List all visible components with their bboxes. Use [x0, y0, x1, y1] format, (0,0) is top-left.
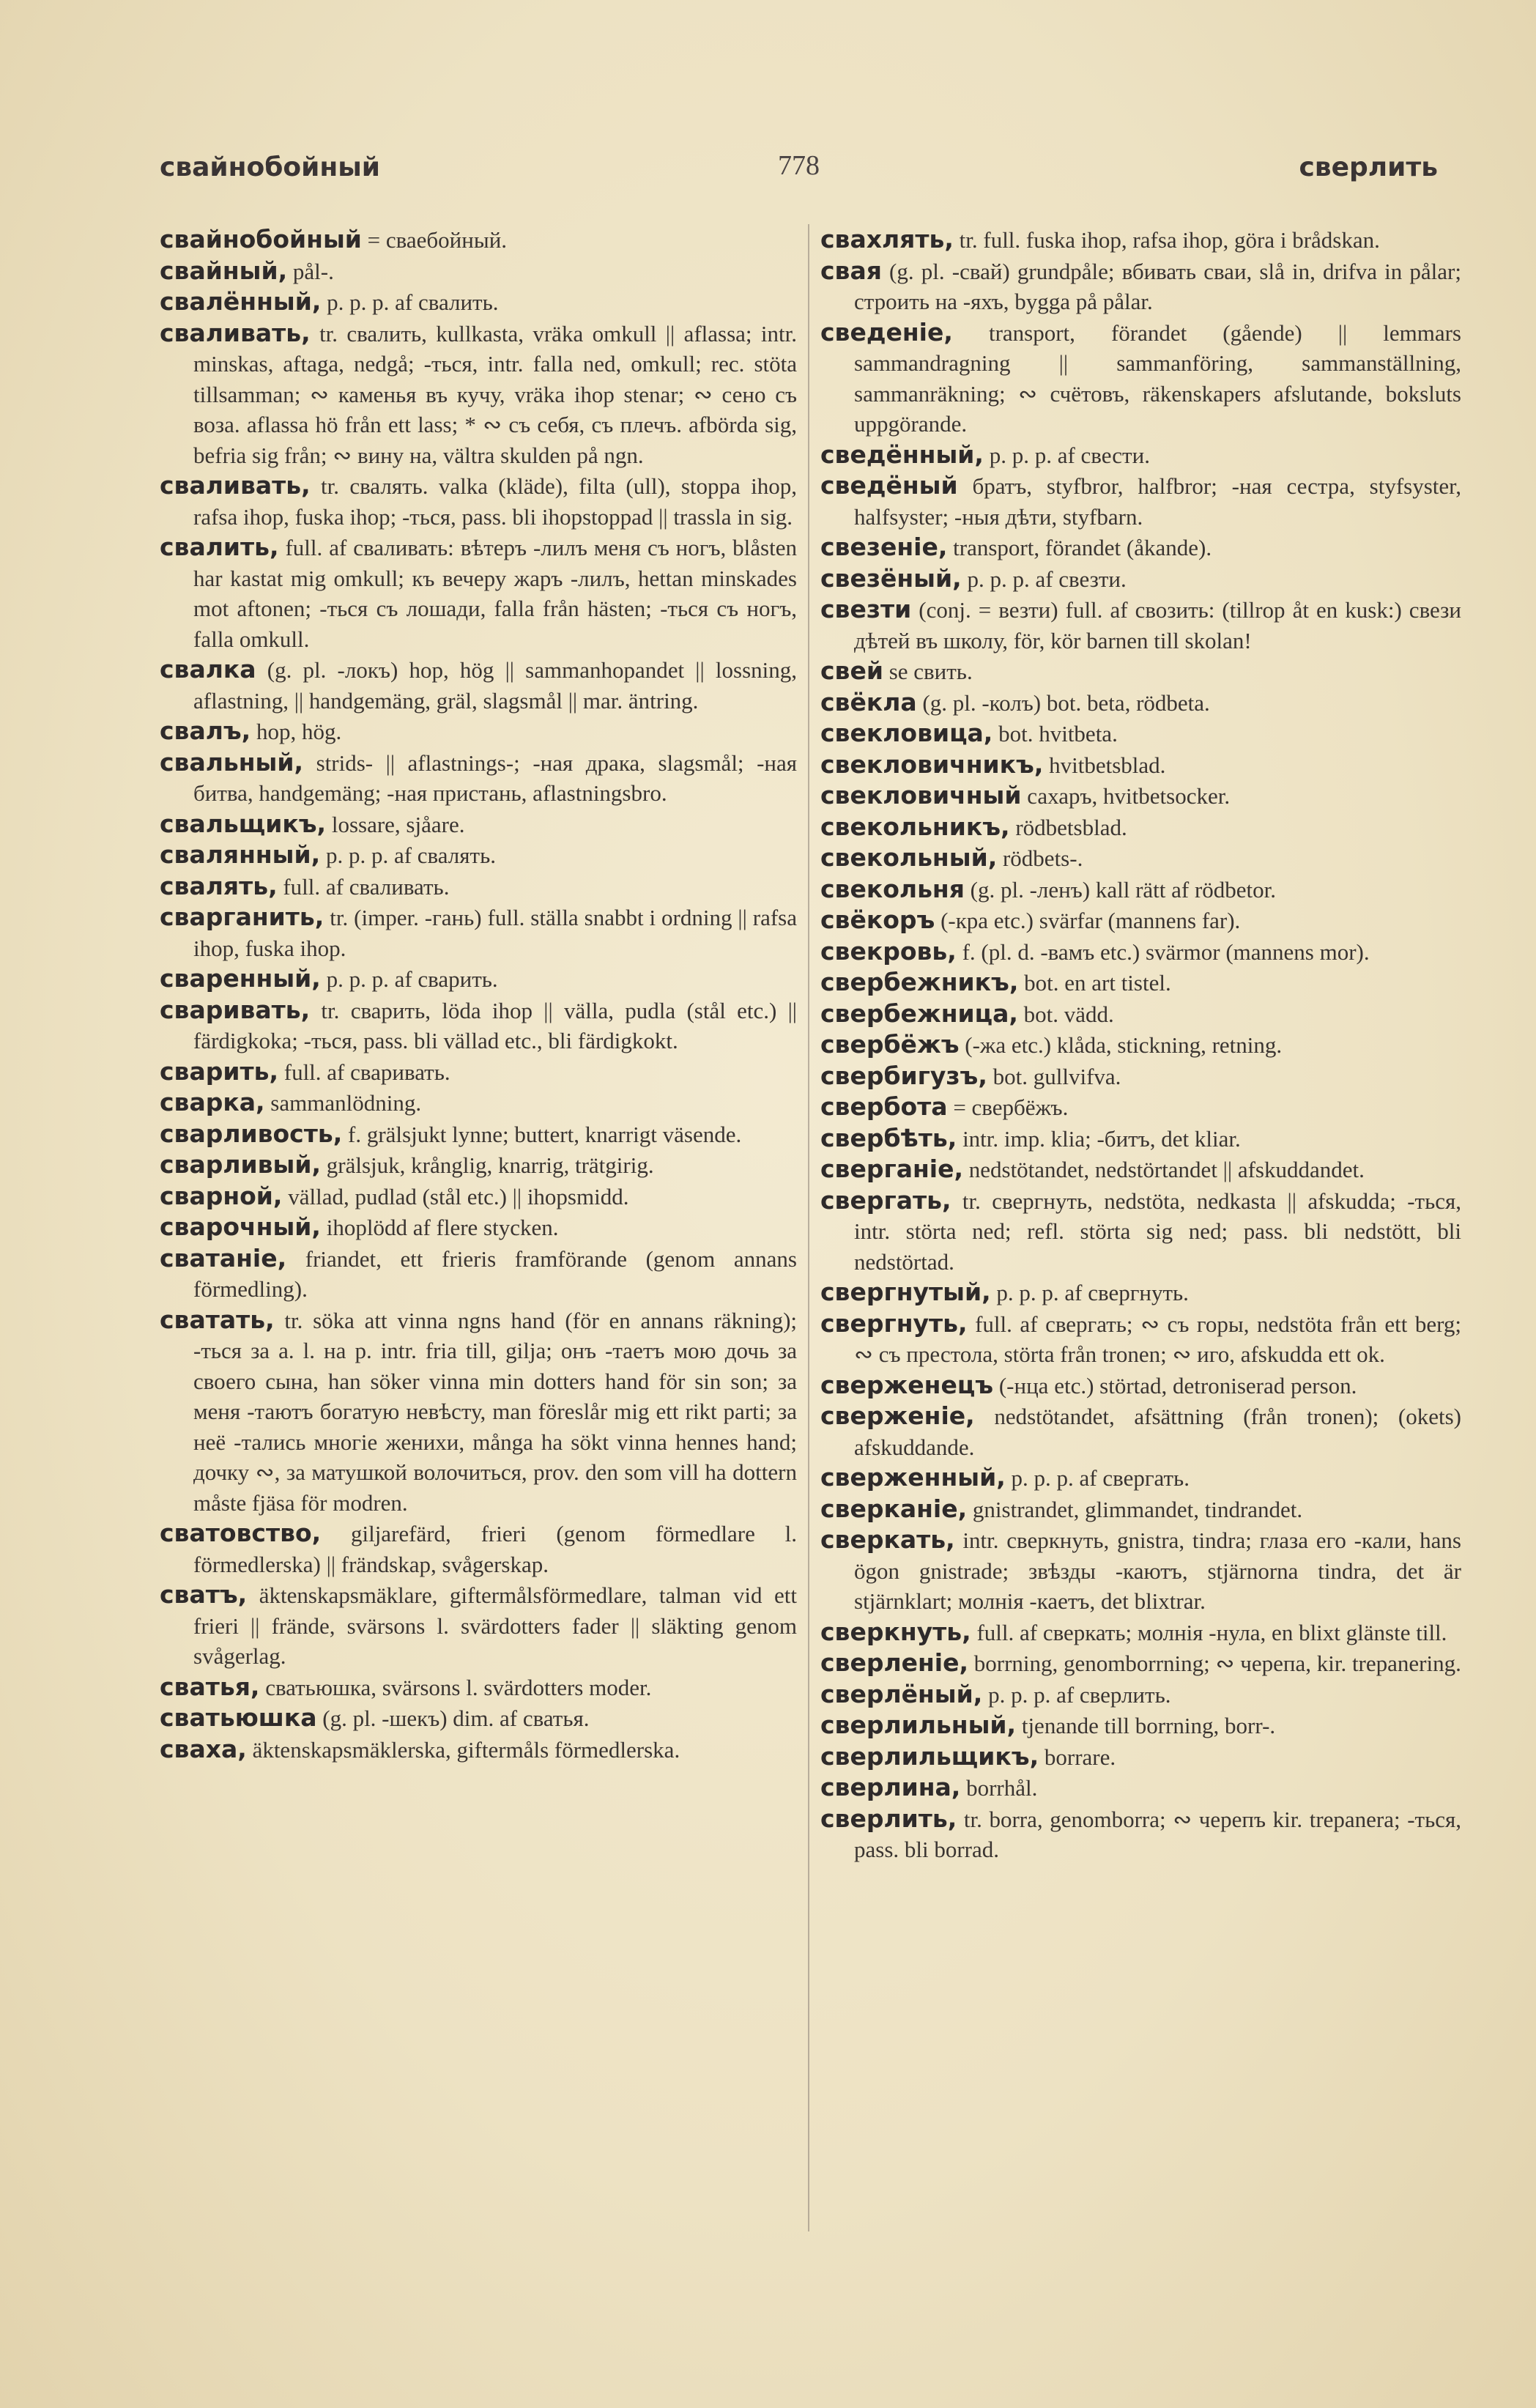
entry-headword: свекловица,	[820, 719, 993, 747]
dictionary-entry	[160, 1119, 797, 1150]
entry-definition: tjenande till borrning, borr-.	[1016, 1713, 1276, 1738]
entry-definition: intr. сверкнуть, gnistra, tindra; глаза его -кали, hans ögon gnistrade; звѣзды -каютъ, stjärnorna tindra, det är stjärnklart; молнія -каетъ, det blixtrar.	[854, 1527, 1461, 1614]
entry-definition: strids- || aflastnings-; -ная драка, slagsmål; -ная битва, handgemäng; -ная пристань, aflastningsbro.	[193, 749, 797, 806]
entry-headword: сватовство,	[160, 1519, 322, 1547]
entry-definition: äktenskapsmäklerska, giftermåls förmedlerska.	[246, 1736, 680, 1763]
entry-definition: borrning, genomborrning; ∾ черепа, kir. trepanering.	[968, 1651, 1461, 1676]
dictionary-entry	[820, 1617, 1461, 1648]
dictionary-entry	[820, 256, 1461, 317]
entry-definition: p. p. p. af свергнуть.	[990, 1280, 1189, 1305]
dictionary-entry	[160, 1672, 797, 1703]
dictionary-entry	[160, 256, 797, 287]
entry-headword: сварганить,	[160, 903, 324, 931]
dictionary-entry	[820, 224, 1461, 256]
header-first-word: свайнобойный	[160, 152, 380, 182]
entry-headword: свергнуть,	[820, 1308, 968, 1338]
entry-definition: p. p. p. af свалить.	[321, 289, 499, 315]
entry-headword: сварить,	[160, 1056, 278, 1086]
entry-headword: свербѣть,	[820, 1123, 957, 1152]
entry-headword: сверженіе,	[820, 1401, 975, 1430]
entry-headword: сваха,	[160, 1734, 247, 1763]
entry-headword: свезёный,	[820, 563, 962, 593]
dictionary-entry	[160, 840, 797, 871]
dictionary-entry	[160, 532, 797, 654]
entry-definition: сватьюшка, svärsons l. svärdotters moder.	[259, 1674, 652, 1700]
dictionary-entry	[820, 1772, 1461, 1804]
entry-definition: gnistrandet, glimmandet, tindrandet.	[967, 1496, 1303, 1522]
entry-definition: full. af сваливать.	[277, 873, 450, 900]
entry-definition: (g. pl. -колъ) bot. beta, rödbeta.	[916, 689, 1210, 716]
dictionary-entry	[160, 1243, 797, 1305]
entry-headword: свербежникъ,	[820, 968, 1019, 996]
dictionary-entry	[820, 1029, 1461, 1061]
entry-headword: свалённый,	[160, 287, 322, 316]
entry-definition: f. (pl. d. -вамъ etc.) svärmor (mannens mor).	[956, 938, 1370, 965]
dictionary-entry	[820, 470, 1461, 532]
dictionary-entry	[160, 1518, 797, 1579]
entry-definition: rödbetsblad.	[1009, 814, 1127, 840]
dictionary-entry	[820, 1804, 1461, 1865]
entry-headword: сварливость,	[160, 1119, 343, 1148]
entry-headword: свербёжъ	[820, 1030, 960, 1059]
entry-definition: se свить.	[883, 659, 973, 684]
entry-definition: (g. pl. -локъ) hop, hög || sammanhopandet || lossning, aflastning, || handgemäng, gräl, slagsmål || mar. äntring.	[193, 657, 797, 714]
entry-definition: tr. свалять. valka (kläde), filta (ull), stoppa ihop, rafsa ihop, fuska ihop; -ться, pass. bli ihopstoppad || trassla in sig.	[193, 473, 797, 530]
dictionary-entry	[820, 594, 1461, 656]
entry-headword: сварка,	[160, 1088, 265, 1116]
entry-headword: свальный,	[160, 747, 304, 777]
entry-definition: (conj. = везти) full. af свозить: (tillrop åt en kusk:) свези дѣтей въ школу, för, kör barnen till skolan!	[854, 597, 1461, 653]
page-number: 778	[778, 150, 820, 181]
entry-definition: = свербёжъ.	[947, 1094, 1069, 1120]
entry-definition: p. p. p. af свергать.	[1005, 1465, 1190, 1491]
dictionary-entry	[160, 1212, 797, 1243]
dictionary-entry	[820, 440, 1461, 471]
entry-definition: ihoplödd af flere stycken.	[320, 1215, 559, 1240]
entry-definition: (g. pl. -свай) grundpåle; вбивать сваи, slå in, drifva in pålar; строить на -яхъ, bygga på pålar.	[854, 258, 1461, 314]
entry-definition: (-жа etc.) klåda, stickning, retning.	[959, 1032, 1283, 1058]
entry-headword: свёкла	[820, 687, 917, 716]
entry-definition: p. p. p. af свалять.	[320, 842, 496, 868]
dictionary-entry	[160, 963, 797, 995]
entry-definition: tr. свалить, kullkasta, vräka omkull || aflassa; intr. minskas, aftaga, nedgå; -ться, intr. falla ned, omkull; rec. stöta tillsamman; ∾ каменья въ кучу, vräka ihop stenar; ∾ сено съ воза. aflassa hö från ett lass; * ∾ съ себя, съ плечъ. afbörda sig, befria sig från; ∾ вину на, vältra skulden på ngn.	[193, 320, 797, 468]
dictionary-entry	[820, 1123, 1461, 1155]
entry-headword: сватаніе,	[160, 1243, 287, 1272]
entry-headword: сверкать,	[820, 1525, 955, 1554]
dictionary-entry	[820, 1462, 1461, 1494]
entry-definition: tr. full. fuska ihop, rafsa ihop, göra i brådskan.	[953, 227, 1380, 253]
dictionary-entry	[820, 1277, 1461, 1308]
entry-headword: сватать,	[160, 1305, 275, 1334]
entry-headword: сверлёный,	[820, 1679, 983, 1708]
dictionary-entry	[820, 1061, 1461, 1092]
dictionary-entry	[820, 1710, 1461, 1741]
entry-headword: свербежница,	[820, 999, 1018, 1028]
entry-definition: p. p. p. af сверлить.	[982, 1681, 1171, 1708]
dictionary-entry	[820, 1308, 1461, 1370]
entry-definition: giljarefärd, frieri (genom förmedlare l. förmedlerska) || frändskap, svågerskap.	[193, 1521, 797, 1577]
dictionary-entry	[820, 1154, 1461, 1185]
entry-definition: full. af свергать; ∾ съ горы, nedstöta från ett berg; ∾ съ престола, störta från tronen; ∾ иго, afskudda ett ok.	[854, 1311, 1461, 1367]
entry-headword: свекловичный	[820, 781, 1022, 810]
entry-headword: свёкоръ	[820, 905, 935, 934]
dictionary-entry	[160, 1056, 797, 1088]
dictionary-entry	[820, 656, 1461, 687]
entry-definition: full. af сваривать.	[278, 1059, 450, 1085]
entry-headword: сведённый,	[820, 440, 984, 469]
entry-headword: сверганіе,	[820, 1155, 963, 1183]
dictionary-entry	[820, 905, 1461, 936]
entry-definition: tr. söka att vinna ngns hand (för en annans räkning); -ться за a. l. на p. intr. fria till, gilja; онъ -таетъ мою дочь за своего сына, han söker vinna min dotters hand för sin son; за меня -таютъ богатую невѣсту, man föreslår mig ett rikt parti; за неё -тались многіе женихи, många ha sökt vinna hennes hand; дочку ∾, за матушкой волочиться, prov. den som vill ha dottern måste fjäsa för modren.	[193, 1307, 797, 1516]
dictionary-entry	[820, 1370, 1461, 1401]
dictionary-entry	[820, 967, 1461, 999]
dictionary-entry	[160, 1703, 797, 1734]
entry-definition: borrare.	[1039, 1744, 1116, 1770]
entry-definition: tr. (imper. -гань) full. ställa snabbt i ordning || rafsa ihop, fuska ihop.	[193, 905, 797, 961]
entry-headword: свербигузъ,	[820, 1061, 987, 1090]
entry-definition: bot. vädd.	[1017, 1001, 1114, 1027]
entry-headword: сверлина,	[820, 1773, 961, 1801]
dictionary-entry	[820, 1494, 1461, 1525]
entry-definition: rödbets-.	[997, 845, 1083, 871]
header-last-word: сверлить	[1299, 152, 1438, 182]
entry-definition: bot. en art tistel.	[1018, 970, 1171, 996]
dictionary-entry	[820, 532, 1461, 563]
dictionary-entry	[160, 747, 797, 809]
dictionary-entry	[820, 749, 1461, 781]
dictionary-entry	[160, 318, 797, 471]
dictionary-entry	[160, 1087, 797, 1119]
dictionary-entry	[820, 812, 1461, 843]
dictionary-entry	[820, 1401, 1461, 1462]
entry-headword: свергать,	[820, 1185, 951, 1215]
entry-definition: (g. pl. -шекъ) dim. af сватья.	[316, 1705, 590, 1731]
dictionary-entry	[820, 1185, 1461, 1278]
dictionary-entry	[160, 995, 797, 1056]
entry-headword: сварливый,	[160, 1150, 322, 1179]
dictionary-entry	[160, 1181, 797, 1212]
entry-headword: свекровь,	[820, 936, 957, 966]
dictionary-entry	[820, 842, 1461, 874]
dictionary-entry	[820, 687, 1461, 719]
entry-definition: p. p. p. af свезти.	[961, 566, 1127, 592]
dictionary-entry	[160, 716, 797, 747]
entry-headword: сватья,	[160, 1672, 260, 1701]
dictionary-entry	[160, 871, 797, 903]
entry-headword: сверженный,	[820, 1463, 1006, 1492]
entry-definition: f. grälsjukt lynne; buttert, knarrigt väsende.	[342, 1121, 742, 1147]
entry-definition: grälsjuk, krånglig, knarrig, trätgirig.	[321, 1152, 654, 1178]
entry-headword: сведёный	[820, 471, 958, 500]
dictionary-entry	[160, 809, 797, 840]
entry-headword: сваренный,	[160, 964, 321, 993]
entry-definition: lossare, sjåare.	[326, 811, 465, 837]
dictionary-entry	[160, 1305, 797, 1519]
entry-definition: = сваебойный.	[361, 227, 508, 253]
entry-definition: transport, förandet (gående) || lemmars sammandragning || sammanföring, sammanställning, sammanräkning; ∾ счётовъ, räkenskapers afslutande, boksluts uppgörande.	[854, 319, 1461, 437]
entry-headword: свайнобойный	[160, 225, 362, 253]
entry-definition: full. af сверкать; молнія -нула, en blixt glänste till.	[971, 1619, 1447, 1645]
dictionary-entry	[160, 286, 797, 318]
entry-headword: свекольный,	[820, 843, 998, 872]
entry-headword: сваливать,	[160, 318, 311, 347]
entry-headword: свербота	[820, 1092, 948, 1121]
entry-headword: сверканіе,	[820, 1494, 968, 1523]
entry-headword: свекольня	[820, 874, 965, 903]
dictionary-entry	[820, 780, 1461, 812]
dictionary-entry	[820, 999, 1461, 1030]
entry-definition: bot. gullvifva.	[987, 1063, 1121, 1089]
entry-headword: сверлильщикъ,	[820, 1741, 1039, 1771]
entry-definition: сахаръ, hvitbetsocker.	[1021, 783, 1231, 809]
entry-definition: friandet, ett frieris framförande (genom annans förmedling).	[193, 1245, 797, 1302]
dictionary-entry	[820, 1679, 1461, 1711]
dictionary-entry	[820, 1525, 1461, 1617]
entry-definition: p. p. p. af свести.	[983, 442, 1150, 468]
entry-headword: сверленіе,	[820, 1648, 969, 1677]
entry-headword: свергнутый,	[820, 1278, 991, 1306]
entry-definition: intr. imp. klia; -битъ, det kliar.	[957, 1125, 1241, 1152]
entry-definition: borrhål.	[960, 1775, 1038, 1801]
page-header	[160, 152, 1438, 196]
entry-headword: свей	[820, 656, 883, 685]
column-divider	[808, 224, 809, 2231]
entry-definition: hop, hög.	[251, 719, 342, 744]
entry-definition: bot. hvitbeta.	[993, 721, 1118, 747]
entry-headword: свезеніе,	[820, 533, 948, 561]
dictionary-entry	[820, 718, 1461, 749]
entry-definition: (g. pl. -ленъ) kall rätt af rödbetor.	[964, 876, 1277, 903]
left-column	[160, 224, 797, 2231]
entry-definition: nedstötandet, afsättning (från tronen); (okets) afskuddande.	[854, 1404, 1461, 1460]
entry-headword: свекловичникъ,	[820, 749, 1044, 779]
entry-headword: свая	[820, 256, 882, 285]
dictionary-entry	[820, 936, 1461, 968]
entry-definition: nedstötandet, nedstörtandet || afskuddandet.	[963, 1157, 1365, 1182]
entry-definition: full. af сваливать: вѣтеръ -лилъ меня съ ногъ, blåsten har kastat mig omkull; къ вечеру жаръ -лилъ, hettan minskades mot aftonen; -ться съ лошади, falla från hästen; -ться съ ногъ, falla omkull.	[193, 535, 797, 652]
entry-headword: свайный,	[160, 256, 288, 285]
entry-headword: свекольникъ,	[820, 812, 1010, 841]
dictionary-entry	[820, 874, 1461, 905]
entry-headword: сварочный,	[160, 1212, 321, 1241]
entry-headword: свалять,	[160, 871, 278, 900]
entry-headword: свахлять,	[820, 225, 954, 253]
entry-definition: tr. borra, genomborra; ∾ черепъ kir. trepanera; -ться, pass. bli borrad.	[854, 1806, 1461, 1862]
dictionary-entry	[160, 1149, 797, 1181]
dictionary-entry	[820, 1092, 1461, 1123]
entry-headword: сваливать,	[160, 471, 311, 500]
dictionary-entry	[160, 1579, 797, 1672]
entry-headword: сватьюшка	[160, 1703, 317, 1732]
entry-headword: сваривать,	[160, 995, 311, 1024]
entry-headword: свальщикъ,	[160, 809, 327, 838]
entry-headword: сверлильный,	[820, 1711, 1017, 1739]
entry-definition: p. p. p. af сварить.	[320, 966, 498, 992]
entry-definition: transport, förandet (åkande).	[947, 535, 1212, 560]
right-column	[820, 224, 1461, 2231]
entry-headword: свалка	[160, 655, 256, 683]
entry-headword: сверлить,	[820, 1804, 957, 1833]
entry-headword: свезти	[820, 595, 912, 623]
entry-definition: vällad, pudlad (stål etc.) || ihopsmidd.	[282, 1183, 629, 1209]
entry-definition: pål-.	[287, 258, 334, 284]
entry-definition: (-нца etc.) störtad, detroniserad person.	[993, 1372, 1357, 1399]
entry-definition: братъ, styfbror, halfbror; -ная сестра, styfsyster, halfsyster; -ныя дѣти, styfbarn.	[854, 473, 1461, 530]
entry-definition: hvitbetsblad.	[1043, 752, 1166, 778]
entry-headword: сварной,	[160, 1181, 283, 1210]
dictionary-entry	[160, 1734, 797, 1766]
entry-headword: свалянный,	[160, 840, 321, 869]
dictionary-entry	[160, 654, 797, 716]
entry-headword: сватъ,	[160, 1580, 248, 1609]
dictionary-entry	[160, 470, 797, 532]
dictionary-entry	[160, 902, 797, 963]
entry-definition: äktenskapsmäklare, giftermålsförmedlare, talman vid ett frieri || frände, svärsons l. svärdotters fader || släkting genom svågerlag.	[193, 1582, 797, 1669]
entry-headword: сверженецъ	[820, 1370, 994, 1399]
dictionary-entry	[820, 563, 1461, 595]
entry-headword: свалъ,	[160, 716, 251, 745]
dictionary-entry	[820, 317, 1461, 440]
entry-definition: (-кра etc.) svärfar (mannens far).	[935, 908, 1241, 933]
entry-headword: сведеніе,	[820, 317, 953, 347]
dictionary-entry	[820, 1648, 1461, 1679]
dictionary-entry	[160, 224, 797, 256]
entry-headword: сверкнуть,	[820, 1617, 971, 1646]
dictionary-entry	[820, 1741, 1461, 1773]
entry-headword: свалить,	[160, 533, 279, 561]
entry-definition: sammanlödning.	[264, 1090, 422, 1116]
entry-definition: tr. сварить, löda ihop || välla, pudla (stål etc.) || färdigkoka; -ться, pass. bli vällad etc., bli färdigkokt.	[193, 997, 797, 1053]
entry-definition: tr. свергнуть, nedstöta, nedkasta || afskudda; -ться, intr. störta ned; refl. störta sig ned; pass. bli nedstött, bli nedstörtad.	[854, 1188, 1461, 1275]
